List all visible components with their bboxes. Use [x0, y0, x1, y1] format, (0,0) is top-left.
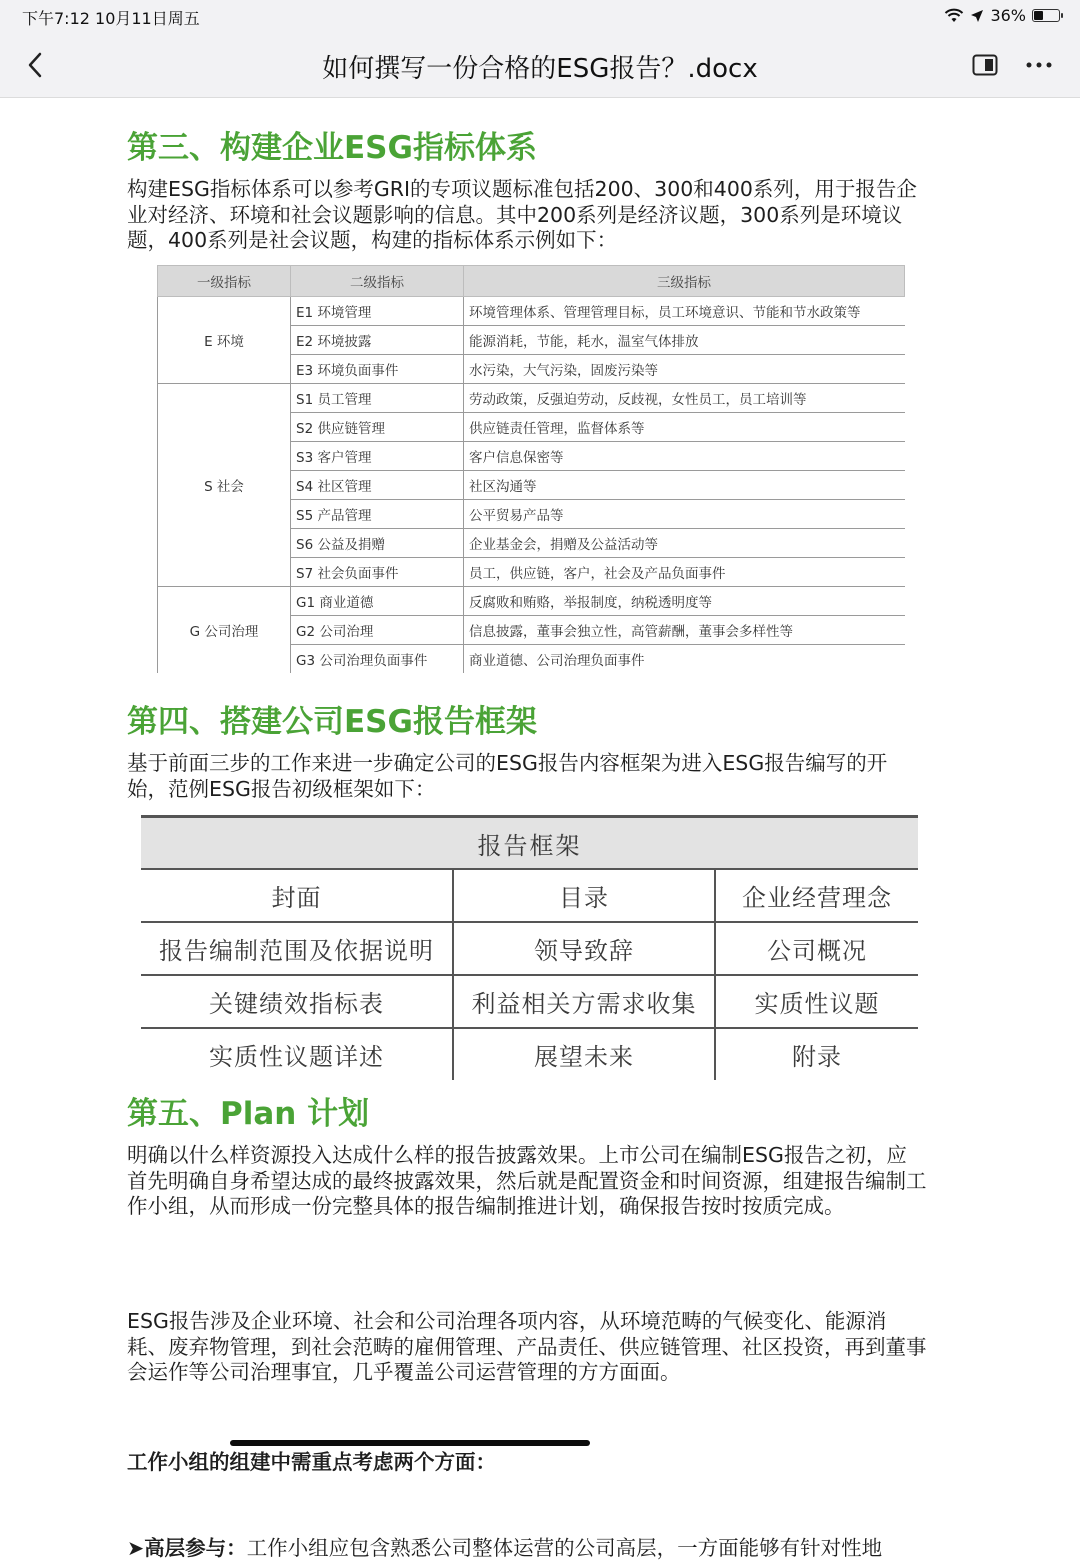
reader-mode-icon: [972, 54, 998, 76]
table-row: [158, 587, 905, 616]
section3-heading: 第三、构建企业ESG指标体系: [127, 130, 537, 166]
location-arrow-icon: [970, 9, 984, 23]
bullet-label: ➤高层参与：: [127, 1536, 247, 1560]
indicator-l3: 水污染，大气污染，固废污染等: [464, 355, 905, 384]
indicator-l3: 企业基金会，捐赠及公益活动等: [464, 529, 905, 558]
section5-bold-line: 工作小组的组建中需重点考虑两个方面：: [127, 1450, 496, 1474]
section5-paragraph-2: ESG报告涉及企业环境、社会和公司治理各项内容，从环境范畴的气候变化、能源消耗、废弃物管理，到社会范畴的雇佣管理、产品责任、供应链管理、社区投资，再到董事会运作等公司治理事宜，几乎覆盖公司运营管理的方方面面。: [127, 1309, 927, 1384]
framework-cell: 企业经营理念: [715, 869, 918, 922]
indicator-l3: 环境管理体系、管理管理目标，员工环境意识、节能和节水政策等: [464, 297, 905, 326]
framework-cell: 报告编制范围及依据说明: [141, 922, 453, 975]
indicator-table: [157, 265, 905, 673]
indicator-l3: 商业道德、公司治理负面事件: [464, 645, 905, 674]
reader-mode-button[interactable]: [972, 54, 998, 76]
indicator-group-e: E 环境: [158, 297, 291, 384]
indicator-l3: 劳动政策，反强迫劳动，反歧视，女性员工，员工培训等: [464, 384, 905, 413]
section4-heading: 第四、搭建公司ESG报告框架: [127, 704, 537, 740]
indicator-l2: S4 社区管理: [291, 471, 464, 500]
indicator-group-s: S 社会: [158, 384, 291, 587]
nav-bar: [0, 34, 1080, 98]
framework-cell: 领导致辞: [453, 922, 715, 975]
section3-paragraph: 构建ESG指标体系可以参考GRI的专项议题标准包括200、300和400系列，用于报告企业对经济、环境和社会议题影响的信息。其中200系列是经济议题，300系列是环境议题，400系列是社会议题，构建的指标体系示例如下：: [127, 177, 917, 252]
section5-heading: 第五、Plan 计划: [127, 1096, 370, 1132]
table-row: [158, 297, 905, 326]
indicator-l3: 社区沟通等: [464, 471, 905, 500]
indicator-l2: E3 环境负面事件: [291, 355, 464, 384]
indicator-l2: S7 社会负面事件: [291, 558, 464, 587]
framework-header: 报告框架: [141, 817, 918, 870]
table-row: [141, 975, 918, 1028]
indicator-header-l2: 二级指标: [291, 266, 464, 297]
framework-cell: 利益相关方需求收集: [453, 975, 715, 1028]
redaction-bar: [230, 1440, 590, 1446]
table-row: [158, 384, 905, 413]
indicator-l3: 公平贸易产品等: [464, 500, 905, 529]
battery-percent: 36%: [990, 6, 1026, 25]
indicator-l2: G3 公司治理负面事件: [291, 645, 464, 674]
indicator-header-l3: 三级指标: [464, 266, 905, 297]
section5-paragraph-1: 明确以什么样资源投入达成什么样的报告披露效果。上市公司在编制ESG报告之初，应首先明确自身希望达成的最终披露效果，然后就是配置资金和时间资源，组建报告编制工作小组，从而形成一份完整具体的报告编制推进计划，确保报告按时按质完成。: [127, 1143, 927, 1218]
indicator-header-l1: 一级指标: [158, 266, 291, 297]
indicator-l3: 供应链责任管理，监督体系等: [464, 413, 905, 442]
framework-cell: 展望未来: [453, 1028, 715, 1080]
back-button[interactable]: [22, 48, 52, 82]
document-title: 如何撰写一份合格的ESG报告？.docx: [322, 54, 758, 84]
more-dots-icon: [1024, 52, 1054, 78]
section5-bullet: [127, 1536, 927, 1562]
indicator-l2: S1 员工管理: [291, 384, 464, 413]
table-row: [141, 869, 918, 922]
bullet-text: 工作小组应包含熟悉公司整体运营的公司高层，一方面能够有针对性地: [246, 1536, 883, 1560]
framework-cell: 实质性议题: [715, 975, 918, 1028]
status-indicators: [944, 6, 1060, 25]
framework-cell: 公司概况: [715, 922, 918, 975]
indicator-l2: E2 环境披露: [291, 326, 464, 355]
indicator-l2: G1 商业道德: [291, 587, 464, 616]
chevron-left-icon: [22, 48, 52, 82]
indicator-l3: 反腐败和贿赂，举报制度，纳税透明度等: [464, 587, 905, 616]
section4-paragraph: 基于前面三步的工作来进一步确定公司的ESG报告内容框架为进入ESG报告编写的开始，范例ESG报告初级框架如下：: [127, 751, 888, 801]
indicator-l3: 员工，供应链，客户，社会及产品负面事件: [464, 558, 905, 587]
status-bar: [0, 0, 1080, 34]
battery-icon: [1032, 9, 1060, 22]
framework-cell: 目录: [453, 869, 715, 922]
framework-cell: 关键绩效指标表: [141, 975, 453, 1028]
table-row: [141, 1028, 918, 1080]
status-time: 下午7:12 10月11日周五: [22, 9, 200, 28]
framework-cell: 附录: [715, 1028, 918, 1080]
indicator-l3: 信息披露，董事会独立性，高管薪酬，董事会多样性等: [464, 616, 905, 645]
table-row: [141, 922, 918, 975]
battery-level: [1034, 11, 1043, 20]
indicator-l3: 客户信息保密等: [464, 442, 905, 471]
framework-table: [141, 815, 918, 1080]
indicator-l2: G2 公司治理: [291, 616, 464, 645]
framework-cell: 实质性议题详述: [209, 1043, 384, 1071]
more-button[interactable]: [1024, 52, 1054, 78]
indicator-l2: S5 产品管理: [291, 500, 464, 529]
framework-cell: 封面: [141, 869, 453, 922]
indicator-l2: S2 供应链管理: [291, 413, 464, 442]
indicator-l2: S6 公益及捐赠: [291, 529, 464, 558]
indicator-l3: 能源消耗，节能，耗水，温室气体排放: [464, 326, 905, 355]
indicator-l2: E1 环境管理: [291, 297, 464, 326]
indicator-group-g: G 公司治理: [158, 587, 291, 674]
wifi-icon: [944, 8, 964, 24]
indicator-l2: S3 客户管理: [291, 442, 464, 471]
